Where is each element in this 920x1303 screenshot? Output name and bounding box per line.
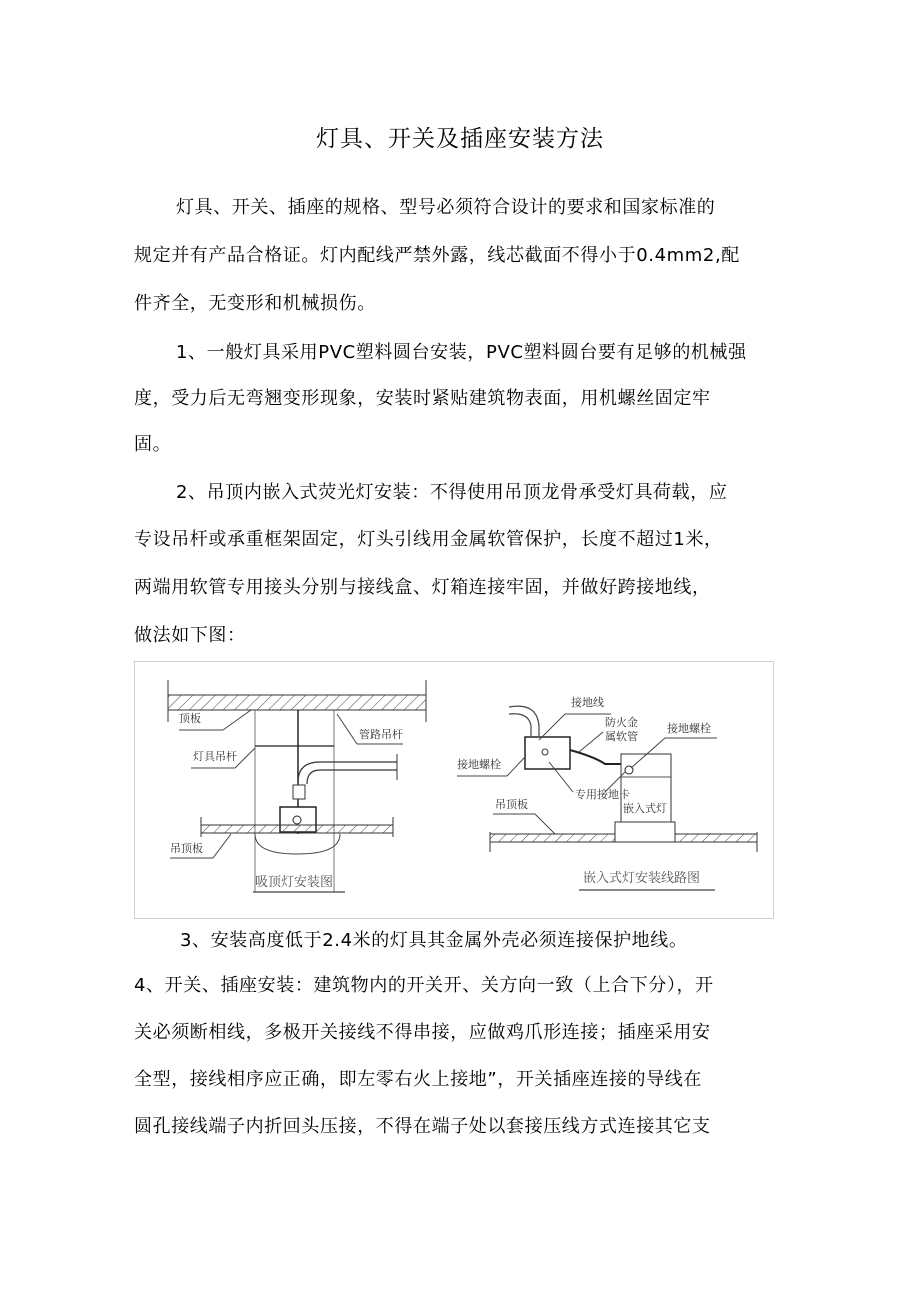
paragraph-line: 1、一般灯具采用PVC塑料圆台安装，PVC塑料圆台要有足够的机械强 [176,342,747,363]
label-fireproof-conduit-2: 属软管 [605,730,638,743]
paragraph-line: 固。 [134,434,172,455]
paragraph-line: 规定并有产品合格证。灯内配线严禁外露，线芯截面不得小于0.4mm2,配 [134,245,740,266]
paragraph-line: 4、开关、插座安装：建筑物内的开关开、关方向一致（上合下分），开 [134,975,714,996]
paragraph-line: 做法如下图： [134,625,246,646]
label-lamp-hanger: 灯具吊杆 [193,750,237,763]
ceiling-lamp-diagram [168,680,426,892]
paragraph-line: 关必须断相线，多极开关接线不得串接，应做鸡爪形连接；插座采用安 [134,1022,711,1043]
installation-figure [134,661,774,919]
label-ceiling-board-right: 吊顶板 [495,798,528,811]
label-ground-wire: 接地线 [571,696,604,709]
label-fireproof-conduit-1: 防火金 [605,716,638,729]
label-ground-bolt-left: 接地螺栓 [457,758,501,771]
label-ground-clip: 专用接地卡 [575,788,630,801]
roof-slab [168,695,426,710]
paragraph-line: 圆孔接线端子内折回头压接，不得在端子处以套接压线方式连接其它支 [134,1116,711,1137]
caption-ceiling-lamp: 吸顶灯安装图 [255,875,334,890]
paragraph-line: 专设吊杆或承重框架固定，灯头引线用金属软管保护，长度不超过1米， [134,529,723,550]
paragraph-line: 3、安装高度低于2.4米的灯具其金属外壳必须连接保护地线。 [180,930,688,951]
paragraph-line: 两端用软管专用接头分别与接线盒、灯箱连接牢固，并做好跨接地线， [134,577,711,598]
label-pipe-hanger: 管路吊杆 [359,728,403,741]
ceiling-board [201,825,393,833]
recessed-lamp-diagram [457,695,757,890]
label-roof-slab: 顶板 [179,712,201,725]
paragraph-line: 灯具、开关、插座的规格、型号必须符合设计的要求和国家标准的 [176,197,716,218]
label-ceiling-board: 吊顶板 [170,842,203,855]
installation-diagrams [135,662,775,920]
label-recessed-lamp: 嵌入式灯 [623,802,667,815]
caption-recessed-lamp: 嵌入式灯安装线路图 [583,871,701,886]
paragraph-line: 2、吊顶内嵌入式荧光灯安装：不得使用吊顶龙骨承受灯具荷载，应 [176,482,728,503]
ceiling-board-right [490,834,615,842]
paragraph-line: 度，受力后无弯翘变形现象，安装时紧贴建筑物表面，用机螺丝固定牢 [134,388,711,409]
document-title: 灯具、开关及插座安装方法 [316,126,604,152]
label-ground-bolt-right: 接地螺栓 [667,722,711,735]
paragraph-line: 全型，接线相序应正确，即左零右火上接地”，开关插座连接的导线在 [134,1069,702,1090]
paragraph-line: 件齐全，无变形和机械损伤。 [134,293,376,314]
